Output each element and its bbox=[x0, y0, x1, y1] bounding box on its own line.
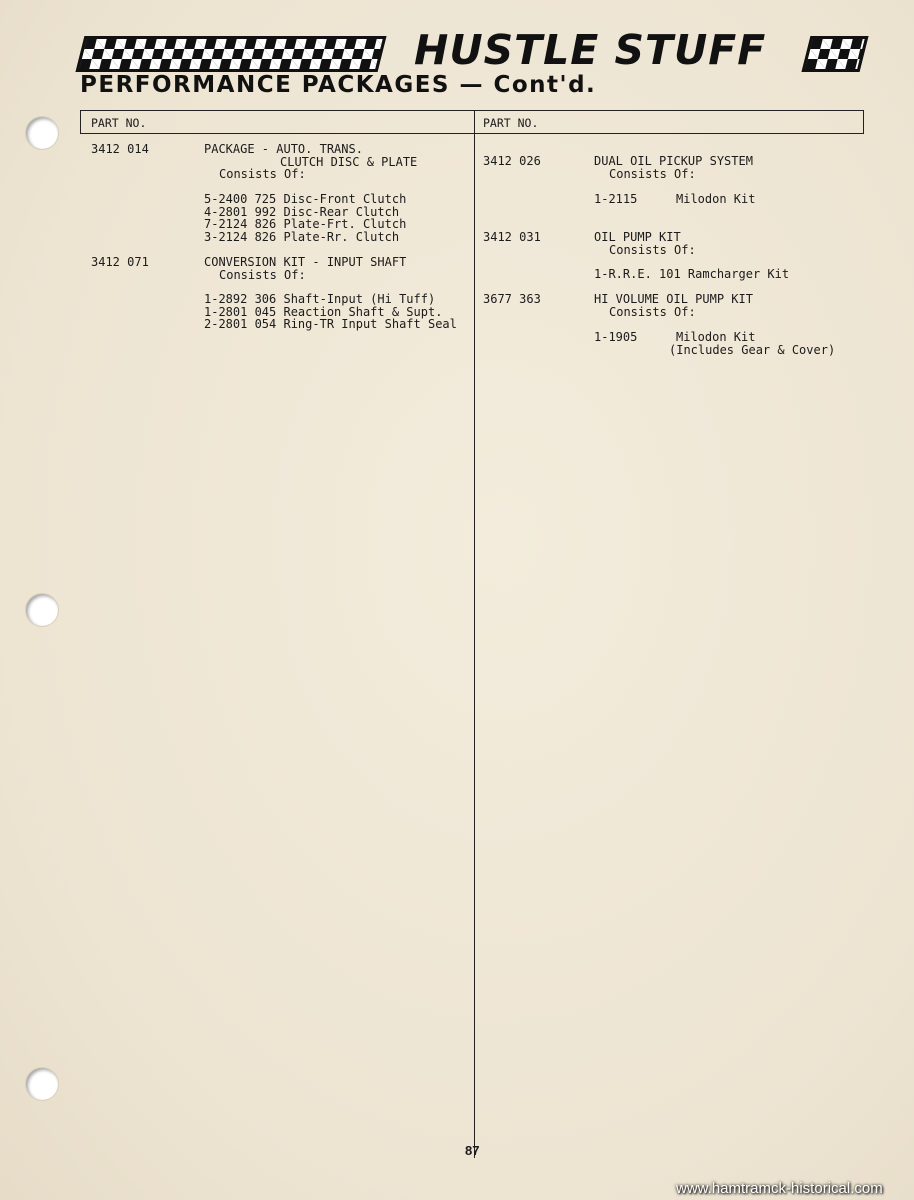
consists-of-label: Consists Of: bbox=[219, 167, 306, 181]
package-title: PACKAGE - AUTO. TRANS. bbox=[204, 142, 363, 156]
component-item: 1-2801 045 Reaction Shaft & Supt. bbox=[204, 304, 443, 319]
package-title-line2: CLUTCH DISC & PLATE bbox=[280, 154, 418, 169]
brand-title: HUSTLE STUFF bbox=[414, 26, 767, 74]
header-divider bbox=[474, 111, 475, 133]
component-note: (Includes Gear & Cover) bbox=[669, 342, 836, 357]
right-part-no-header: PART NO. bbox=[483, 116, 539, 130]
website-watermark: www.hamtramck-historical.com bbox=[676, 1180, 883, 1197]
component-qty: 1-2115 bbox=[594, 192, 638, 206]
package-title: CONVERSION KIT - INPUT SHAFT bbox=[204, 255, 407, 269]
consists-of-label: Consists Of: bbox=[219, 267, 306, 282]
part-number: 3412 026 bbox=[483, 154, 541, 168]
component-item: 1-R.R.E. 101 Ramcharger Kit bbox=[594, 267, 790, 281]
binder-hole-bottom bbox=[26, 1068, 58, 1100]
section-title: PERFORMANCE PACKAGES — Cont'd. bbox=[80, 72, 597, 98]
checkered-flag-right bbox=[802, 36, 869, 72]
column-header-bar bbox=[80, 110, 864, 134]
component-desc: Milodon Kit bbox=[676, 330, 756, 344]
component-item: 1-2892 306 Shaft-Input (Hi Tuff) bbox=[204, 292, 436, 306]
checkered-flag-left bbox=[76, 36, 387, 72]
component-desc: Milodon Kit bbox=[676, 192, 756, 206]
component-item: 7-2124 826 Plate-Frt. Clutch bbox=[204, 217, 407, 231]
part-number: 3412 014 bbox=[91, 142, 149, 156]
package-title: HI VOLUME OIL PUMP KIT bbox=[594, 292, 753, 306]
component-qty: 1-1905 bbox=[594, 330, 638, 344]
column-divider bbox=[474, 134, 475, 1158]
consists-of-label: Consists Of: bbox=[609, 166, 696, 181]
component-item: 5-2400 725 Disc-Front Clutch bbox=[204, 192, 407, 206]
component-item: 4-2801 992 Disc-Rear Clutch bbox=[204, 204, 400, 219]
part-number: 3677 363 bbox=[483, 292, 541, 306]
binder-hole-middle bbox=[26, 594, 58, 626]
part-number: 3412 031 bbox=[483, 230, 541, 244]
package-title: OIL PUMP KIT bbox=[594, 230, 681, 244]
page-number: 87 bbox=[465, 1143, 480, 1158]
binder-hole-top bbox=[26, 117, 58, 149]
component-item: 3-2124 826 Plate-Rr. Clutch bbox=[204, 229, 400, 244]
package-title: DUAL OIL PICKUP SYSTEM bbox=[594, 154, 753, 168]
consists-of-label: Consists Of: bbox=[609, 242, 696, 257]
component-item: 2-2801 054 Ring-TR Input Shaft Seal bbox=[204, 317, 457, 331]
consists-of-label: Consists Of: bbox=[609, 304, 696, 319]
left-part-no-header: PART NO. bbox=[91, 116, 147, 130]
part-number: 3412 071 bbox=[91, 255, 149, 269]
